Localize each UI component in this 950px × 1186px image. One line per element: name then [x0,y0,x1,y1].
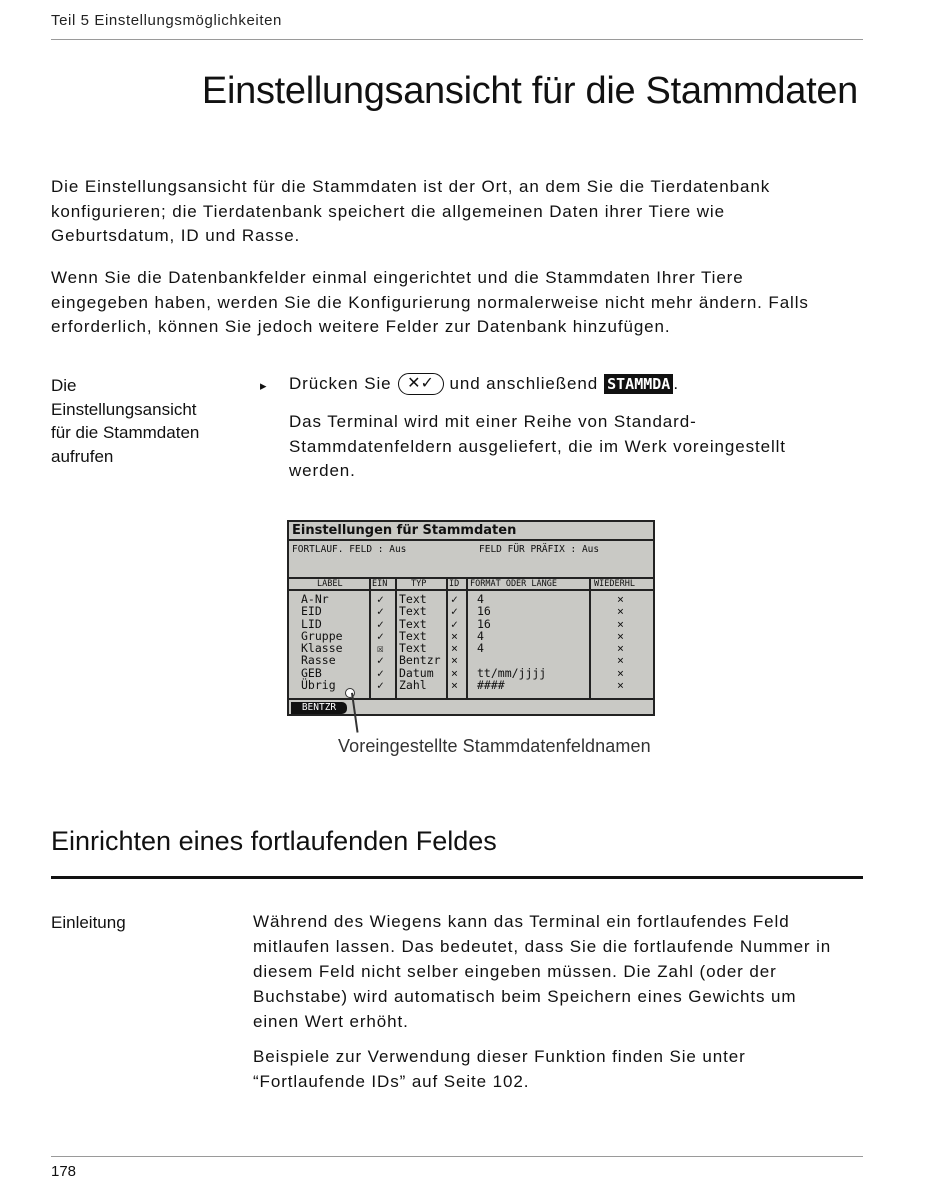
bullet-arrow-icon: ▸ [260,378,267,393]
prefix-setting: FELD FÜR PRÄFIX : Aus [479,544,600,555]
terminal-screen [287,520,655,716]
footer-rule [51,1156,863,1157]
page-number: 178 [51,1163,77,1180]
section-heading: Einrichten eines fortlaufenden Feldes [51,826,497,856]
screen-title: Einstellungen für Stammdaten [292,523,517,538]
label-column: A-Nr EID LID Gruppe Klasse Rasse GEB Übrig [301,592,343,693]
procedure-step [289,373,679,395]
column-header: LABEL [317,579,343,589]
wiederhl-column: × × × × × × × × [617,592,624,693]
text-line: diesem Feld nicht selber eingeben müssen. Die Zahl (oder der [253,962,777,981]
text-line: konfigurieren; die Tierdatenbank speichert die allgemeinen Daten ihrer Tiere wie [51,201,725,221]
section-paragraph-2 [253,1044,853,1094]
section-paragraph-1 [253,909,853,1034]
running-header: Teil 5 Einstellungsmöglichkeiten [51,12,282,29]
text-line: erforderlich, können Sie jedoch weitere Felder zur Datenbank hinzufügen. [51,317,671,336]
label-line: Einstellungsansicht [51,399,197,419]
label-line: für die Stammdaten [51,423,200,442]
column-header: TYP [411,579,427,589]
page-title: Einstellungsansicht für die Stammdaten [201,70,858,112]
fortlauf-setting: FORTLAUF. FELD : Aus [292,544,407,555]
column-divider [589,577,591,698]
step-suffix: . [673,374,679,393]
ein-column: ✓ ✓ ✓ ✓ ☒ ✓ ✓ ✓ [377,592,384,693]
section-label: Einleitung [51,913,126,932]
column-header: WIEDERHL [594,579,635,589]
label-line: Die [51,376,77,395]
text-line: eingegeben haben, werden Sie die Konfigurierung normalerweise nicht mehr ändern. Falls [51,292,809,312]
text-line: Wenn Sie die Datenbankfelder einmal eingerichtet und die Stammdaten Ihrer Tiere [51,268,744,287]
text-line: Stammdatenfeldern ausgeliefert, die im Werk voreingestellt [289,436,786,456]
bentzr-softkey: BENTZR [291,702,347,714]
text-line: Während des Wiegens kann das Terminal ein fortlaufendes Feld [253,912,790,931]
label-line: aufrufen [51,446,114,466]
header-rule [51,39,863,40]
column-header: FORMAT ODER LÄNGE [470,579,557,589]
text-line: Die Einstellungsansicht für die Stammdaten ist der Ort, an dem Sie die Tierdatenbank [51,177,771,196]
section-rule [51,876,863,879]
stammda-softkey: STAMMDA [604,374,673,394]
step-prefix: Drücken Sie [289,374,392,393]
cancel-ok-key-icon: ✕✓ [398,373,444,395]
step-mid: und anschließend [449,374,599,393]
divider [289,589,653,591]
text-line: Buchstabe) wird automatisch beim Speichern eines Gewichts um [253,987,797,1006]
callout-marker [345,688,355,698]
text-line: mitlaufen lassen. Das bedeutet, dass Sie die fortlaufende Nummer in [253,937,832,956]
text-line: werden. [289,461,356,480]
column-divider [395,577,397,698]
divider [289,698,653,700]
divider [289,539,653,541]
column-header: ID [449,579,460,589]
intro-paragraph-1 [51,175,851,249]
format-column: 4 16 16 4 4 tt/mm/jjjj #### [477,592,547,693]
step-description [289,410,829,484]
column-divider [446,577,448,698]
column-divider [466,577,468,698]
figure-caption: Voreingestellte Stammdatenfeldnamen [338,736,651,756]
intro-paragraph-2 [51,266,851,340]
column-divider [369,577,371,698]
text-line: einen Wert erhöht. [253,1012,409,1031]
text-line: Geburtsdatum, ID und Rasse. [51,226,301,245]
column-header: EIN [372,579,388,589]
id-column: ✓ ✓ ✓ × × × × × [451,592,458,693]
procedure-label [51,374,226,468]
text-line: “Fortlaufende IDs” auf Seite 102. [253,1072,530,1091]
typ-column: Text Text Text Text Text Bentzr Datum Zahl [399,592,441,693]
text-line: Beispiele zur Verwendung dieser Funktion finden Sie unter [253,1047,746,1066]
text-line: Das Terminal wird mit einer Reihe von Standard- [289,412,697,431]
